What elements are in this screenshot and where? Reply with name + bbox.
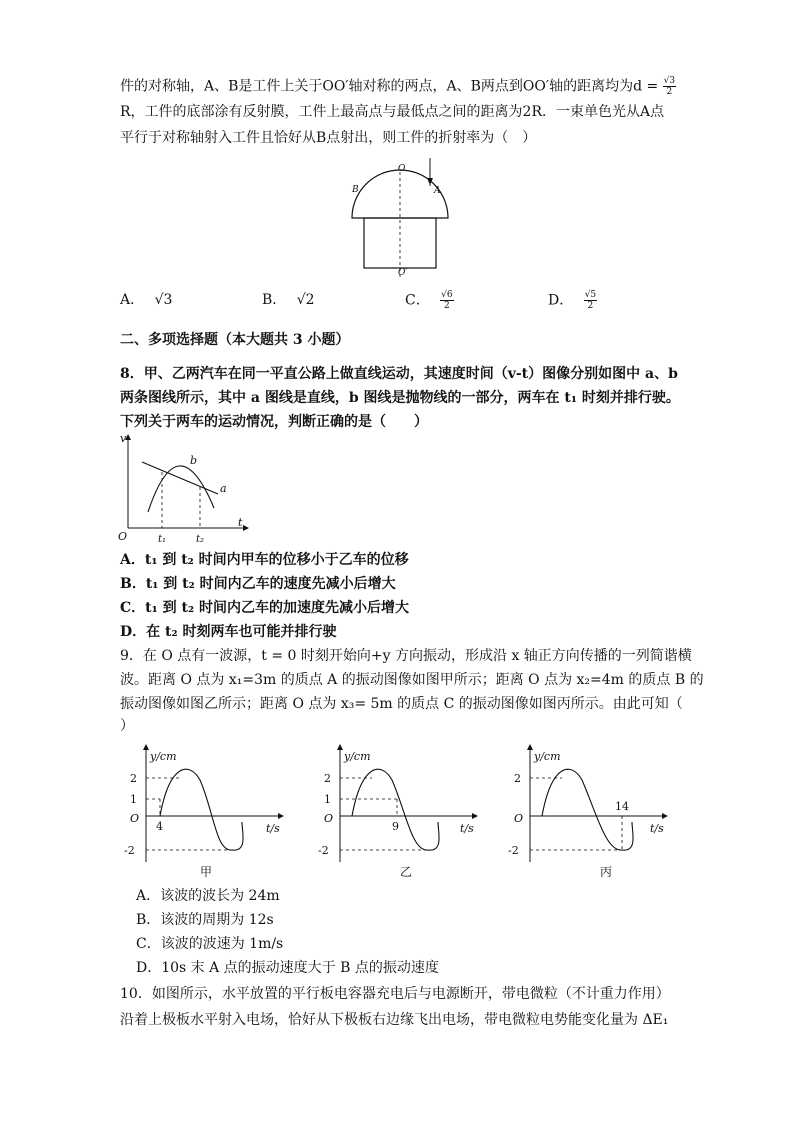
q7-option-b-label: B． — [262, 292, 287, 308]
q8-option-b[interactable]: B．t₁ 到 t₂ 时间内乙车的速度先减小后增大 — [120, 576, 396, 592]
q7-d-fraction — [663, 76, 676, 97]
q7-option-b-value: √2 — [296, 292, 315, 308]
q9-graph-bing — [502, 742, 672, 882]
q9-option-b[interactable]: B．该波的周期为 12s — [136, 912, 274, 928]
q9-option-a[interactable]: A．该波的波长为 24m — [136, 888, 280, 904]
q7-workpiece-figure — [340, 158, 460, 288]
q9-jia-yneg: -2 — [124, 844, 135, 857]
q9-jia-xlabel: t/s — [266, 822, 280, 835]
q8-label-b: b — [190, 454, 198, 467]
q7-option-a[interactable] — [120, 290, 172, 310]
q8-axis-t: t — [238, 516, 243, 529]
q7-label-B: B — [352, 185, 359, 195]
q7-option-c[interactable] — [405, 290, 454, 311]
q9-jia-caption: 甲 — [200, 865, 213, 879]
q9-yi-y1: 1 — [324, 793, 331, 806]
q9-yi-xlabel: t/s — [460, 822, 474, 835]
q7-option-d-numerator: √5 — [584, 290, 597, 300]
q8-axis-v: v — [120, 432, 127, 445]
q9-jia-origin: O — [130, 812, 140, 825]
q8-option-c[interactable]: C．t₁ 到 t₂ 时间内乙车的加速度先减小后增大 — [120, 600, 409, 616]
q7-label-A: A — [434, 186, 441, 196]
q9-graph-jia — [118, 742, 288, 882]
q7-option-c-denominator: 2 — [444, 301, 450, 311]
q8-line-1: 8．甲、乙两汽车在同一平直公路上做直线运动，其速度时间（v-t）图像分别如图中 a、b — [120, 366, 678, 382]
q7-line-1 — [120, 76, 676, 97]
q9-line-4: ） — [120, 718, 134, 734]
q9-option-c[interactable]: C．该波的波速为 1m/s — [136, 936, 284, 952]
q9-bing-caption: 丙 — [600, 865, 613, 879]
q8-option-a[interactable]: A．t₁ 到 t₂ 时间内甲车的位移小于乙车的位移 — [120, 552, 409, 568]
q8-option-d[interactable]: D．在 t₂ 时刻两车也可能并排行驶 — [120, 624, 337, 640]
q9-yi-tick: 9 — [392, 820, 399, 833]
q9-bing-origin: O — [514, 812, 524, 825]
q7-option-d-fraction — [584, 290, 597, 311]
q9-yi-yneg: -2 — [318, 844, 329, 857]
q7-option-a-label: A． — [120, 292, 145, 308]
q7-option-d[interactable] — [548, 290, 597, 311]
q9-option-d[interactable]: D．10s 末 A 点的振动速度大于 B 点的振动速度 — [136, 960, 439, 976]
q7-option-b[interactable] — [262, 290, 315, 310]
q7-d-denominator: 2 — [666, 87, 673, 97]
q8-label-t2: t₂ — [196, 534, 205, 545]
q9-yi-ylabel: y/cm — [344, 750, 371, 763]
q7-option-d-denominator: 2 — [587, 301, 594, 311]
q9-bing-yneg: -2 — [508, 844, 519, 857]
q10-line-2: 沿着上极板水平射入电场，恰好从下极板右边缘飞出电场，带电微粒电势能变化量为 ΔE₁ — [120, 1012, 669, 1028]
q7-option-a-value: √3 — [154, 292, 173, 308]
q7-text-1: 件的对称轴，A、B是工件上关于OO′轴对称的两点，A、B两点到OO′轴的距离均为d = — [120, 78, 659, 95]
q9-line-1: 9．在 O 点有一波源，t = 0 时刻开始向+y 方向振动，形成沿 x 轴正方向传播的一列简谐横 — [120, 648, 692, 664]
q9-line-3: 振动图像如图乙所示；距离 O 点为 x₃= 5m 的质点 C 的振动图像如图丙所示。由此可知（ — [120, 696, 683, 712]
q10-line-1: 10．如图所示，水平放置的平行板电容器充电后与电源断开，带电微粒（不计重力作用） — [120, 986, 670, 1002]
q9-yi-caption: 乙 — [400, 865, 413, 879]
q8-label-a: a — [220, 482, 227, 495]
q7-option-c-label: C． — [405, 292, 430, 309]
q8-line-2: 两条图线所示，其中 a 图线是直线，b 图线是抛物线的一部分，两车在 t₁ 时刻并排行驶。 — [120, 390, 680, 406]
q7-label-O: O — [398, 164, 406, 174]
q9-yi-origin: O — [324, 812, 334, 825]
q8-vt-graph — [118, 432, 258, 547]
q8-line-3: 下列关于两车的运动情况，判断正确的是（ ） — [120, 414, 428, 430]
q9-jia-y1: 1 — [130, 793, 137, 806]
q9-bing-tick: 14 — [615, 800, 629, 813]
q7-option-d-label: D． — [548, 292, 574, 309]
q9-bing-y2: 2 — [514, 772, 521, 785]
q9-jia-y2: 2 — [130, 772, 137, 785]
q7-line-2: R，工件的底部涂有反射膜，工件上最高点与最低点之间的距离为2R．一束单色光从A点 — [120, 104, 665, 120]
q7-d-numerator: √3 — [663, 76, 676, 86]
q8-origin: O — [118, 530, 128, 543]
q8-label-t1: t₁ — [158, 534, 167, 545]
q9-line-2: 波。距离 O 点为 x₁=3m 的质点 A 的振动图像如图甲所示；距离 O 点为 x₂=4m 的质点 B 的 — [120, 672, 704, 688]
q9-jia-ylabel: y/cm — [150, 750, 177, 763]
section-2-title: 二、多项选择题（本大题共 3 小题） — [120, 332, 350, 348]
q9-yi-y2: 2 — [324, 772, 331, 785]
q9-bing-ylabel: y/cm — [534, 750, 561, 763]
q9-graph-yi — [312, 742, 482, 882]
q9-jia-tick: 4 — [156, 820, 163, 833]
q7-label-O-prime: O′ — [398, 268, 408, 278]
q7-line-3: 平行于对称轴射入工件且恰好从B点射出，则工件的折射率为（ ） — [120, 130, 537, 146]
q7-option-c-numerator: √6 — [441, 290, 453, 300]
q9-bing-xlabel: t/s — [650, 822, 664, 835]
q7-option-c-fraction — [440, 290, 453, 311]
